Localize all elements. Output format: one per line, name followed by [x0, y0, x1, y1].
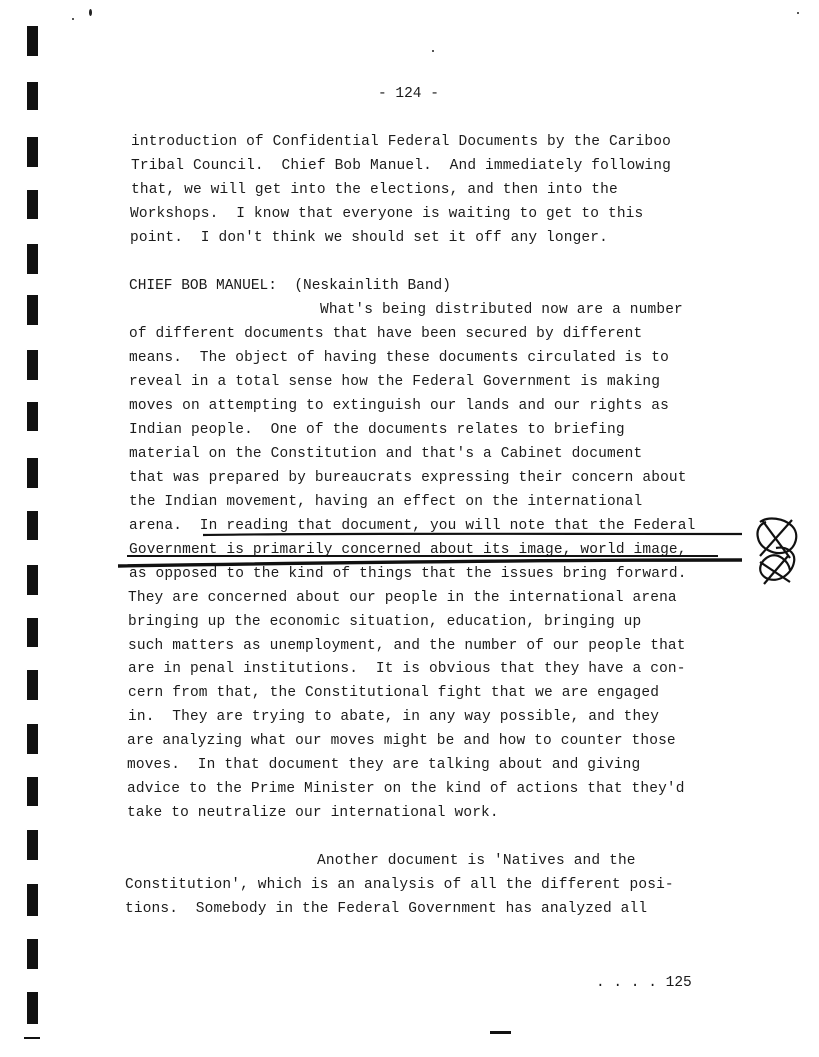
- binder-mark: [27, 402, 38, 431]
- binder-mark: [27, 244, 38, 274]
- text-line: that, we will get into the elections, and then into the: [131, 182, 618, 198]
- text-line: Tribal Council. Chief Bob Manuel. And immediately following: [131, 158, 671, 174]
- text-line: Constitution', which is an analysis of all the different posi-: [125, 877, 674, 893]
- scan-speck: [797, 12, 799, 14]
- binder-mark: [27, 777, 38, 806]
- binder-mark: [27, 350, 38, 380]
- binder-mark: [27, 295, 38, 325]
- binder-mark: [27, 830, 38, 860]
- text-line: are in penal institutions. It is obvious that they have a con-: [128, 661, 686, 677]
- text-line: point. I don't think we should set it off any longer.: [130, 230, 608, 246]
- page-number: - 124 -: [378, 86, 439, 102]
- text-line: Indian people. One of the documents relates to briefing: [129, 422, 625, 438]
- text-line: advice to the Prime Minister on the kind of actions that they'd: [127, 781, 685, 797]
- text-line: take to neutralize our international work.: [127, 805, 499, 821]
- binder-mark: [27, 724, 38, 754]
- scan-speck: [432, 50, 434, 52]
- binder-mark: [27, 511, 38, 540]
- text-line: in. They are trying to abate, in any way possible, and they: [128, 709, 660, 725]
- text-line: the Indian movement, having an effect on the international: [129, 494, 643, 510]
- binder-mark: [27, 565, 38, 595]
- scan-speck: [72, 18, 74, 20]
- continuation-marker: . . . . 125: [596, 975, 692, 991]
- edge-tick: [24, 1037, 40, 1039]
- margin-scribble: [757, 519, 796, 584]
- text-line: are analyzing what our moves might be and how to counter those: [127, 733, 676, 749]
- text-line: material on the Constitution and that's a Cabinet document: [129, 446, 643, 462]
- binder-mark: [27, 190, 38, 219]
- binder-mark: [27, 458, 38, 488]
- binder-mark: [27, 82, 38, 110]
- text-line: as opposed to the kind of things that the issues bring forward.: [129, 566, 687, 582]
- binder-mark: [27, 26, 38, 56]
- binder-mark: [27, 884, 38, 916]
- text-line: that was prepared by bureaucrats expressing their concern about: [129, 470, 687, 486]
- text-line: reveal in a total sense how the Federal Government is making: [129, 374, 661, 390]
- speaker-label: CHIEF BOB MANUEL: (Neskainlith Band): [129, 278, 451, 294]
- binder-mark: [27, 618, 38, 647]
- text-line: of different documents that have been secured by different: [129, 326, 643, 342]
- text-line: Another document is 'Natives and the: [317, 853, 636, 869]
- binder-mark: [27, 939, 38, 969]
- binder-mark: [27, 670, 38, 700]
- text-line: They are concerned about our people in the international arena: [128, 590, 677, 606]
- text-line: cern from that, the Constitutional fight that we are engaged: [128, 685, 660, 701]
- text-line: moves. In that document they are talking about and giving: [127, 757, 641, 773]
- binder-mark: [27, 137, 38, 167]
- text-line: Government is primarily concerned about its image, world image,: [129, 542, 687, 558]
- text-line: such matters as unemployment, and the number of our people that: [128, 638, 686, 654]
- text-line: means. The object of having these documents circulated is to: [129, 350, 669, 366]
- binder-mark: [27, 992, 38, 1024]
- text-line: moves on attempting to extinguish our lands and our rights as: [129, 398, 669, 414]
- text-line: Workshops. I know that everyone is waiting to get to this: [130, 206, 644, 222]
- text-line: tions. Somebody in the Federal Government has analyzed all: [125, 901, 648, 917]
- bottom-dash: [490, 1031, 511, 1034]
- scan-speck: [89, 9, 92, 16]
- text-line: introduction of Confidential Federal Documents by the Cariboo: [131, 134, 671, 150]
- text-line: arena. In reading that document, you will note that the Federal: [129, 518, 696, 534]
- text-line: What's being distributed now are a number: [320, 302, 683, 318]
- text-line: bringing up the economic situation, education, bringing up: [128, 614, 642, 630]
